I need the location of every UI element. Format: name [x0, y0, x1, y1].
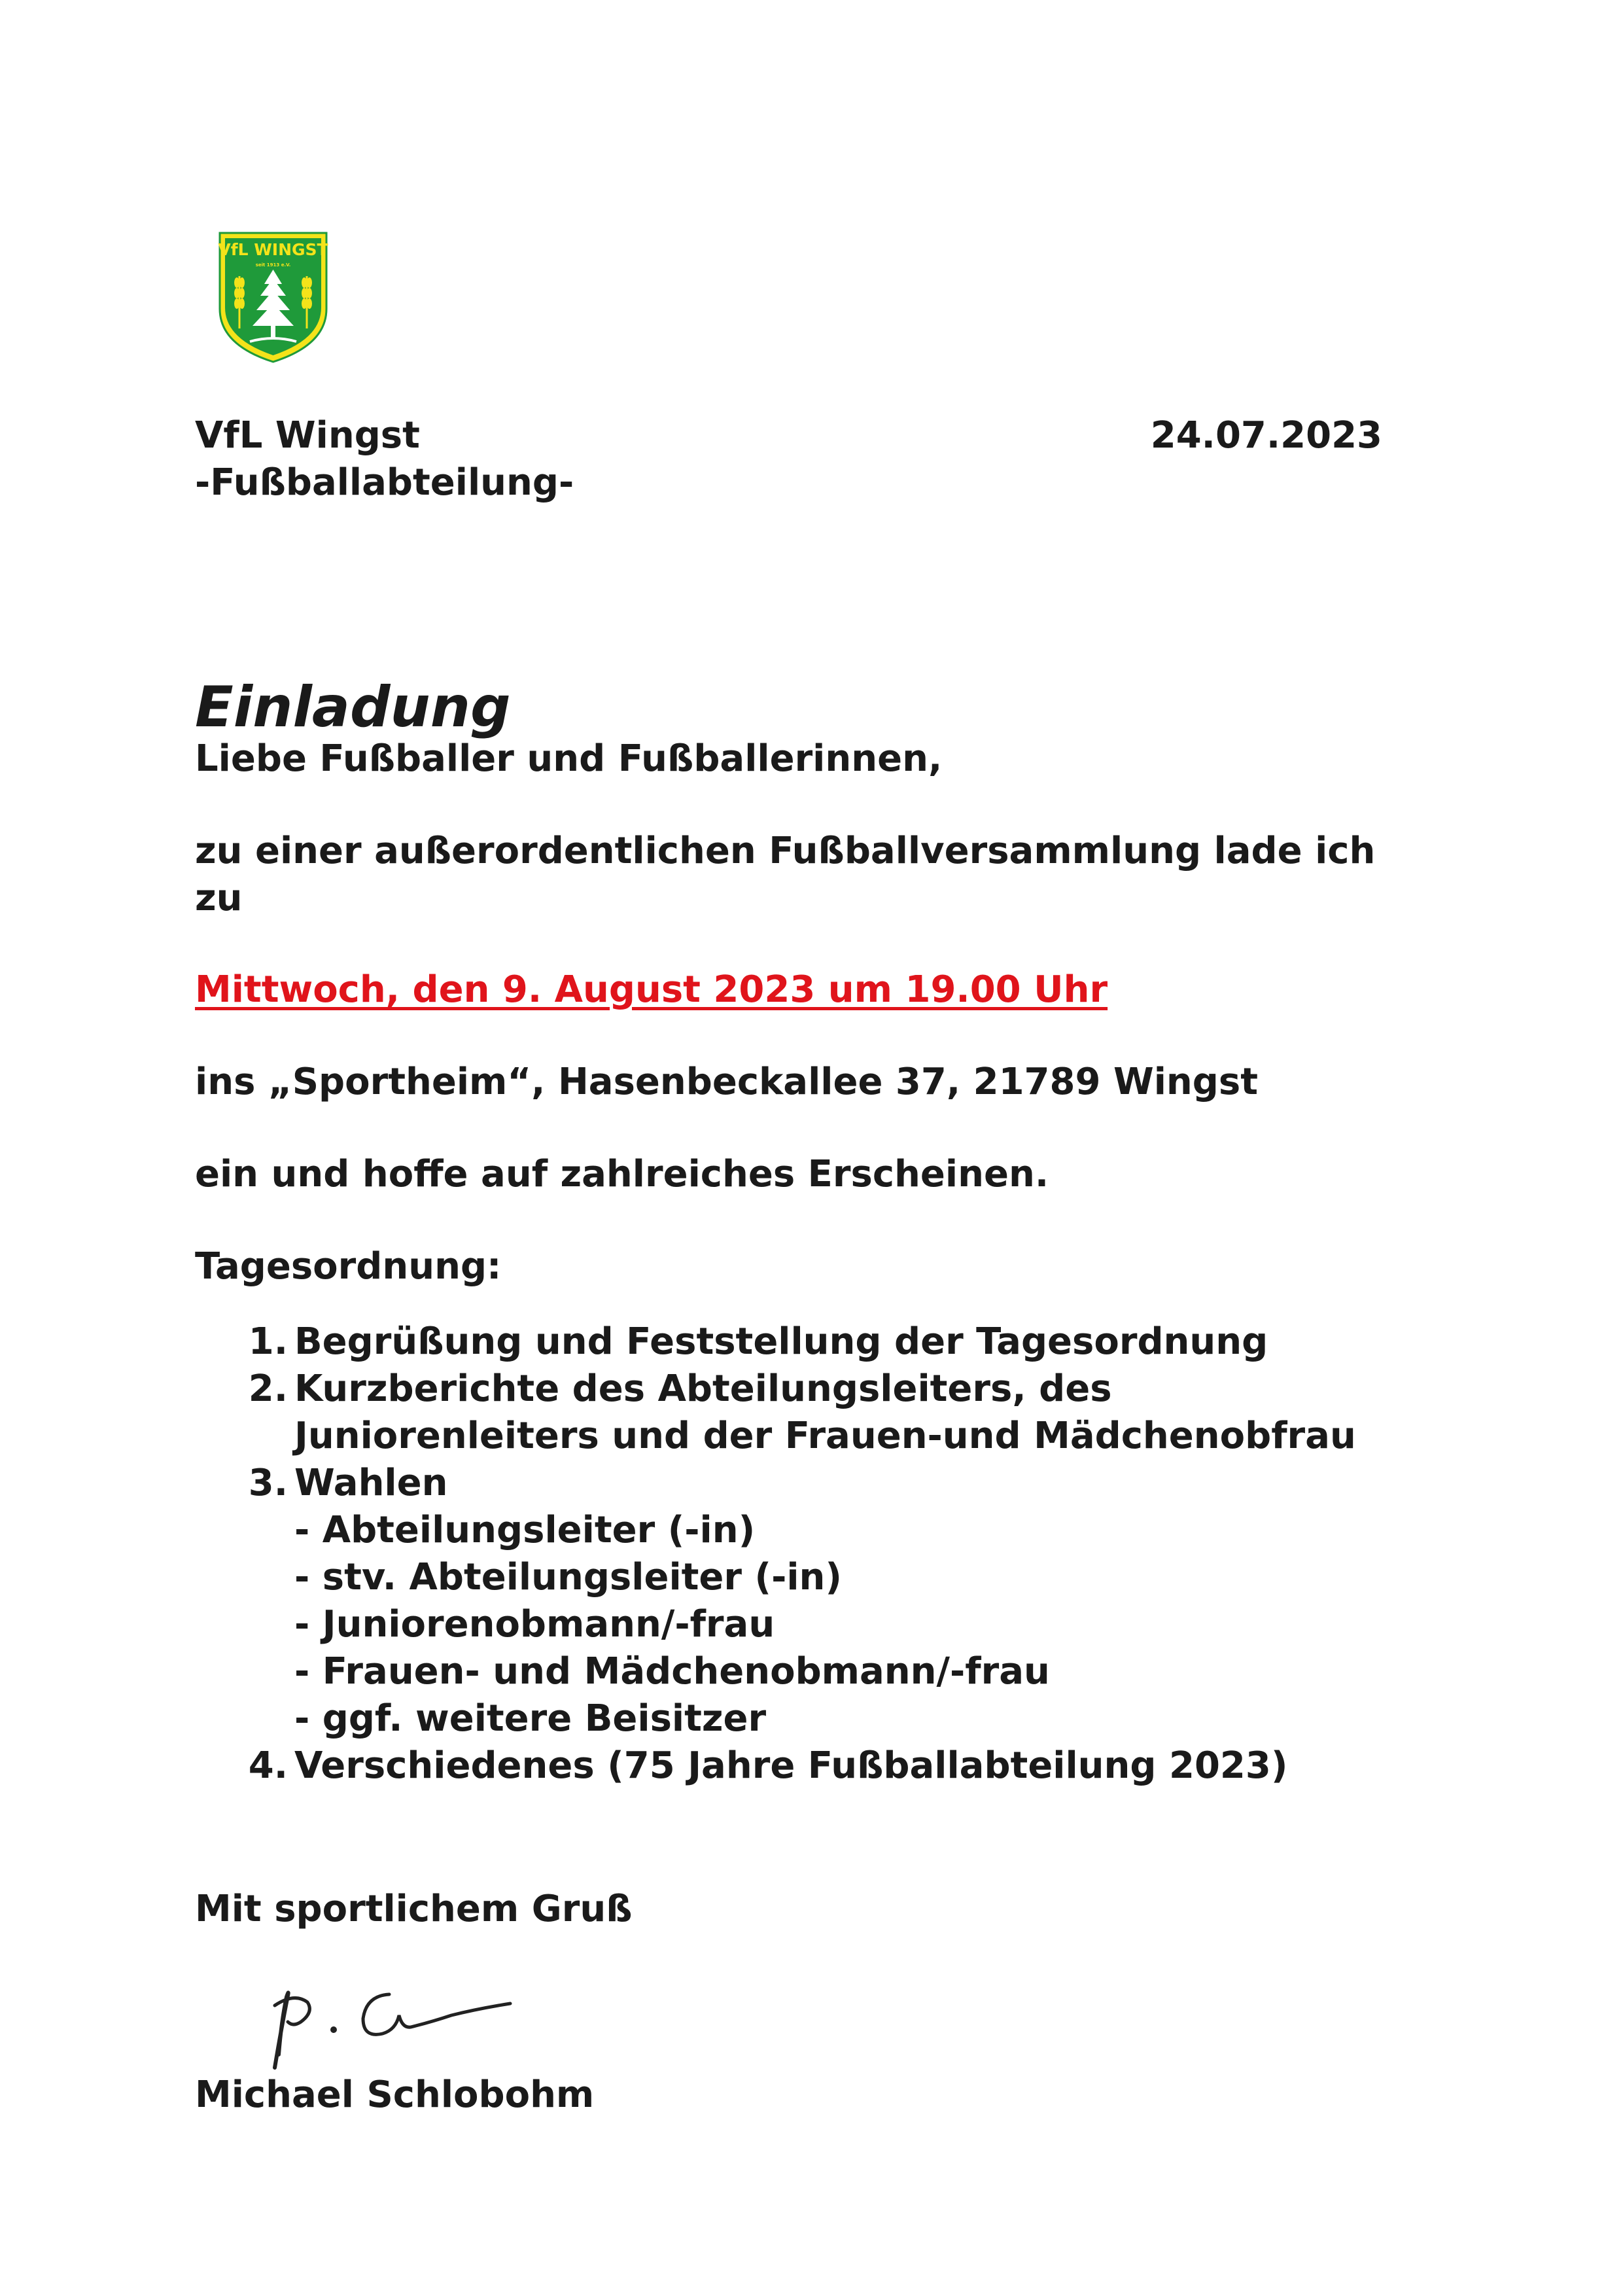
agenda-item: [236, 1366, 1356, 1460]
closing-line: ein und hoffe auf zahlreiches Erscheinen.: [195, 1153, 1049, 1195]
agenda-text: Verschiedenes (75 Jahre Fußballabteilung 2023): [294, 1744, 1288, 1787]
agenda-subitem-text: - Frauen- und Mädchenobmann/-frau: [294, 1650, 1050, 1693]
greeting: Mit sportlichem Gruß: [195, 1888, 633, 1930]
logo-since: seit 1913 e.V.: [255, 262, 291, 268]
meeting-location: ins „Sportheim“, Hasenbeckallee 37, 21789 Wingst: [195, 1061, 1258, 1103]
department-name: -Fußballabteilung-: [195, 461, 574, 504]
agenda-text: Wahlen: [294, 1462, 448, 1504]
agenda-subitem: [236, 1695, 1356, 1742]
signer-name: Michael Schlobohm: [195, 2074, 595, 2116]
agenda-subitem-text: - stv. Abteilungsleiter (-in): [294, 1556, 842, 1598]
agenda-subitem: [236, 1507, 1356, 1554]
agenda-heading: Tagesordnung:: [195, 1245, 502, 1288]
meeting-date-highlight: Mittwoch, den 9. August 2023 um 19.00 Uhr: [195, 968, 1108, 1011]
agenda-list: [236, 1318, 1356, 1790]
club-name: VfL Wingst: [195, 414, 420, 457]
agenda-item: [236, 1460, 1356, 1507]
agenda-text: Begrüßung und Feststellung der Tagesordnung: [294, 1320, 1268, 1363]
agenda-subitem-text: - Juniorenobmann/-frau: [294, 1603, 775, 1646]
agenda-number: 1.: [248, 1320, 288, 1363]
agenda-number: 2.: [248, 1368, 288, 1410]
agenda-subitem: [236, 1648, 1356, 1695]
page-title: Einladung: [195, 675, 511, 740]
agenda-subitem-text: - ggf. weitere Beisitzer: [294, 1697, 767, 1740]
agenda-text: Kurzberichte des Abteilungsleiters, des: [294, 1368, 1112, 1410]
salutation: Liebe Fußballer und Fußballerinnen,: [195, 737, 943, 780]
agenda-text-continued: Juniorenleiters und der Frauen-und Mädchenobfrau: [294, 1415, 1356, 1457]
club-logo: [216, 230, 330, 364]
letter-date: 24.07.2023: [1150, 414, 1382, 457]
agenda-subitem-text: - Abteilungsleiter (-in): [294, 1509, 756, 1551]
logo-text: VfL WINGST: [218, 240, 328, 259]
agenda-item: [236, 1742, 1356, 1790]
intro-line-1: zu einer außerordentlichen Fußballversammlung lade ich: [195, 830, 1376, 872]
agenda-subitem: [236, 1554, 1356, 1601]
signature: [236, 1956, 523, 2074]
intro-line-2: zu: [195, 877, 243, 919]
agenda-number: 4.: [248, 1744, 288, 1787]
agenda-number: 3.: [248, 1462, 288, 1504]
agenda-subitem: [236, 1601, 1356, 1648]
agenda-item: [236, 1318, 1356, 1366]
